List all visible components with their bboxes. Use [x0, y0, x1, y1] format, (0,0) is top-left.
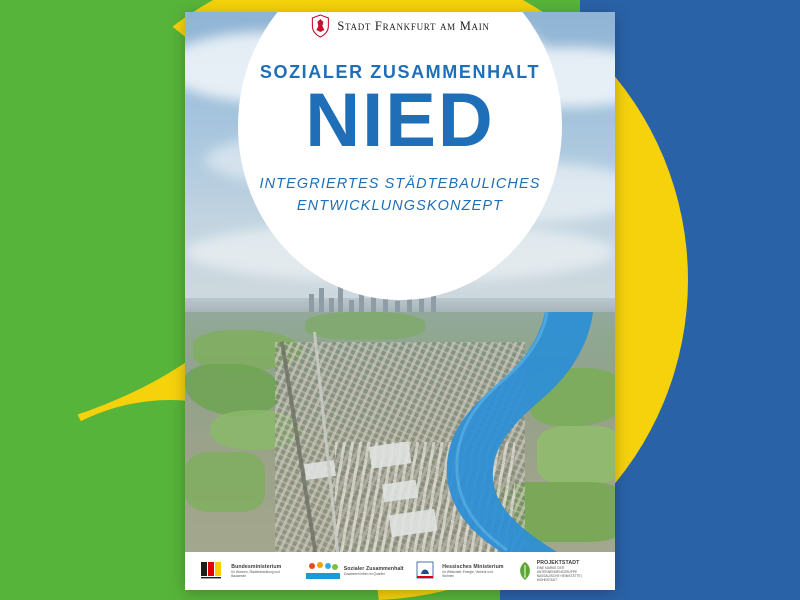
logo-subtitle: Zusammen leben im Quartier	[343, 572, 385, 577]
logo-title: Hessisches Ministerium	[442, 563, 504, 570]
cover-subtitle	[238, 174, 562, 218]
crest-label: Stadt Frankfurt am Main	[337, 18, 490, 33]
green-area	[305, 312, 425, 340]
logo-strip	[185, 552, 615, 590]
green-area	[185, 452, 265, 512]
logo-title: PROJEKTSTADT	[536, 559, 580, 566]
cover-kicker: SOZIALER ZUSAMMENHALT	[259, 62, 541, 82]
hessen-lion-icon	[416, 560, 438, 582]
logo-title: Sozialer Zusammenhalt	[343, 565, 404, 572]
frankfurt-eagle-icon	[310, 14, 330, 38]
document-cover	[185, 12, 615, 590]
logo-hessen	[416, 560, 504, 582]
logo-sozialer-zusammenhalt	[306, 560, 404, 582]
logo-subtitle: EINE MARKE DER UNTERNEHMENSGRUPPE NASSAUISCHE HEIMSTÄTTE | WOHNSTADT	[536, 566, 583, 583]
logo-text	[231, 564, 293, 579]
projektstadt-leaf-icon	[517, 561, 533, 581]
logo-bundesministerium	[201, 560, 293, 582]
logo-projektstadt	[517, 560, 599, 583]
cover-subtitle-line2: ENTWICKLUNGSKONZEPT	[296, 197, 504, 214]
river-main	[417, 312, 615, 552]
cover-subtitle-line1: INTEGRIERTES STÄDTEBAULICHES	[259, 176, 541, 192]
city-crest	[310, 14, 489, 38]
cover-title: NIED	[305, 78, 495, 163]
cover-photograph	[185, 12, 615, 552]
bundesministerium-icon	[201, 560, 227, 582]
logo-subtitle: für Wirtschaft, Energie, Verkehr und Wohnen	[442, 570, 493, 579]
sozialer-zusammenhalt-icon	[306, 560, 340, 582]
logo-text	[344, 566, 404, 577]
logo-subtitle: für Wohnen, Stadtentwicklung und Bauwesen	[231, 570, 280, 579]
logo-text	[442, 564, 504, 579]
logo-text	[537, 560, 599, 583]
logo-title: Bundesministerium	[231, 563, 282, 570]
